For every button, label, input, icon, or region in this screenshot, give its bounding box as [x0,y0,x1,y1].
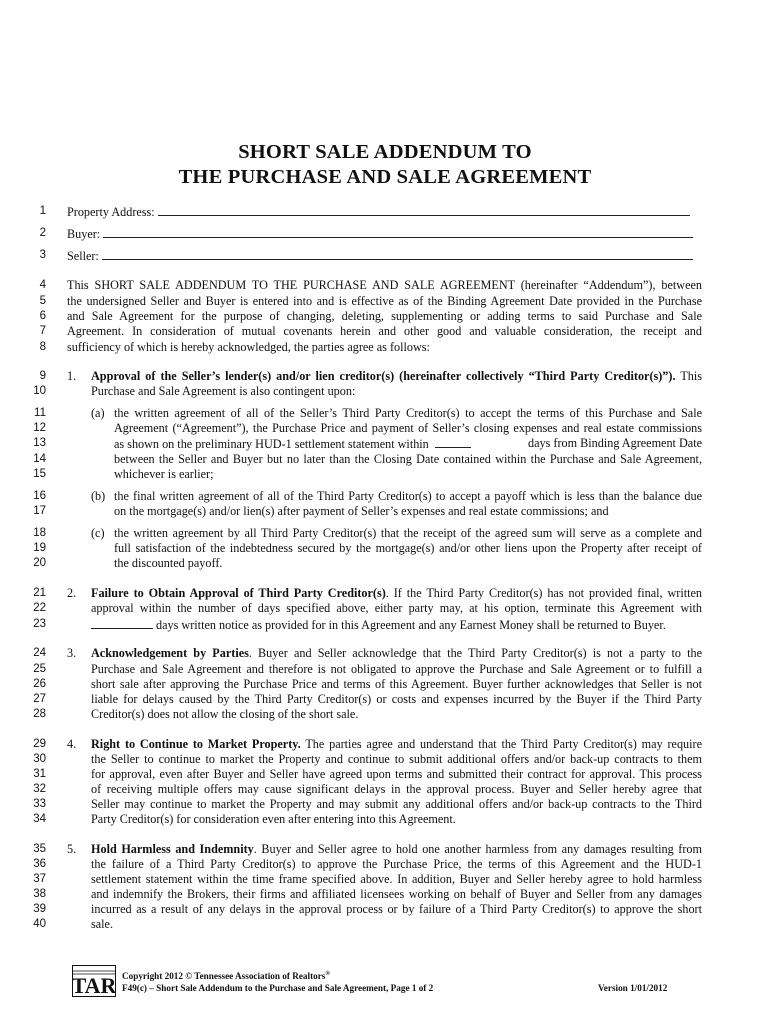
item-a-line: between the Seller and Buyer but no later than the Closing Date contained within the Purchase and Sale Agreement, [114,452,702,466]
document-title-line1: SHORT SALE ADDENDUM TO [238,141,532,163]
seller-field[interactable] [102,248,693,260]
line-number: 38 [33,888,46,900]
intro-line: and Sale Agreement for the purpose of changing, deleting, supplementing or adding terms to said Purchase and Sale [67,309,702,323]
section-3-text: . Buyer and Seller acknowledge that the Third Party Creditor(s) is not a party to the [248,646,702,660]
line-number: 39 [33,903,46,915]
section-4-text: The parties agree and understand that the Third Party Creditor(s) may require [300,737,702,751]
section-4-line [91,737,702,751]
section-2-text: days written notice as provided for in this Agreement and any Earnest Money shall be returned to Buyer. [153,618,666,632]
item-a-line [114,436,702,451]
section-number: 4. [67,737,77,751]
buyer-label: Buyer: [67,227,101,241]
section-1-line [91,369,702,383]
line-number: 6 [39,310,46,322]
line-number: 27 [33,693,46,705]
section-4-line: Seller may continue to market the Property and may submit any additional offers and/or back-up contracts to the Third [91,797,702,811]
line-number: 35 [33,843,46,855]
section-5-line [91,842,702,856]
line-number: 15 [33,468,46,480]
section-4-heading: Right to Continue to Market Property. [91,737,301,751]
item-a-text: as shown on the preliminary HUD-1 settlement statement within [114,437,429,451]
section-5-text: . Buyer and Seller agree to hold one another harmless from any damages resulting from [253,842,702,856]
line-number: 36 [33,858,46,870]
document-title-line2: THE PURCHASE AND SALE AGREEMENT [178,166,592,188]
section-3-line [91,646,702,660]
line-number: 29 [33,738,46,750]
property-address-field[interactable] [158,204,690,216]
line-number: 20 [33,557,46,569]
section-4-line: of receiving multiple offers may cause significant delays in the approval process. Buyer and Seller hereby agree that [91,782,702,796]
section-2-line [91,586,702,600]
footer-copyright [122,968,330,982]
line-number: 17 [33,505,46,517]
line-number: 11 [34,407,46,419]
notice-days-field[interactable] [91,617,153,629]
property-address-row [67,204,690,219]
section-number: 2. [67,586,77,600]
days-field[interactable] [435,436,471,448]
item-c-line: the discounted payoff. [114,556,223,570]
section-5-line: the failure of a Third Party Creditor(s) to approve the Purchase Price, the terms of this Agreement and the HUD-1 [91,857,702,871]
section-4-line: the Seller to continue to market the Property and continue to submit additional offers and/or back-up contracts to them [91,752,702,766]
logo-text: TAR [72,973,116,997]
line-number: 9 [39,370,46,382]
item-c-line: full satisfaction of the indebtedness secured by the mortgage(s) and/or other liens upon the Property after receipt of [114,541,702,555]
line-number: 32 [33,783,46,795]
item-a-text: days from Binding Agreement Date [528,436,702,450]
section-2-line [91,617,666,632]
registered-mark: ® [325,971,330,977]
section-number: 5. [67,842,77,856]
line-number: 37 [33,873,46,885]
line-number: 28 [33,708,46,720]
line-number: 26 [33,678,46,690]
line-number: 31 [33,768,46,780]
section-5-line: and indemnify the Brokers, their firms and affiliated licensees working on behalf of Buyer and Seller from any damages [91,887,702,901]
section-5-heading: Hold Harmless and Indemnity [91,842,254,856]
line-number: 7 [39,325,46,337]
line-number: 23 [33,618,46,630]
line-number: 1 [39,205,46,217]
copyright-text: Copyright 2012 © Tennessee Association of Realtors [122,971,326,982]
item-b-line: the final written agreement of all of the Third Party Creditor(s) to accept a payoff which is less than the balance due [114,489,702,503]
line-number: 34 [33,813,46,825]
intro-line: sufficiency of which is hereby acknowledged, the parties agree as follows: [67,340,430,354]
item-a-line: whichever is earlier; [114,467,214,481]
footer-version: Version 1/01/2012 [598,983,668,993]
section-number: 3. [67,646,77,660]
section-3-line: Purchase and Sale Agreement and therefore is not obligated to approve the Purchase and Sale Agreement or to fulfill a [91,662,702,676]
line-number: 12 [33,422,46,434]
line-number: 5 [39,295,46,307]
item-a-label: (a) [91,406,105,420]
item-a-line: Agreement (“Agreement”), the Purchase Price and payment of Seller’s closing expenses and real estate commissions [114,421,702,435]
line-number: 25 [33,663,46,675]
item-a-line: the written agreement of all of the Seller’s Third Party Creditor(s) to accept the terms of this Purchase and Sale [114,406,702,420]
section-number: 1. [67,369,77,383]
seller-label: Seller: [67,249,99,263]
section-4-line: for approval, even after Buyer and Seller have agreed upon terms and submitted their contract for approval. This process [91,767,702,781]
line-number: 14 [33,453,46,465]
line-number: 21 [33,587,46,599]
section-3-line: Creditor(s) does not allow the closing of the short sale. [91,707,359,721]
tar-logo-icon [72,965,116,997]
item-c-label: (c) [91,526,105,540]
line-number: 16 [33,490,46,502]
intro-line: This SHORT SALE ADDENDUM TO THE PURCHASE AND SALE AGREEMENT (hereinafter “Addendum”), between [67,278,702,292]
line-number: 18 [33,527,46,539]
seller-row [67,248,693,263]
buyer-row [67,226,693,241]
section-2-text: . If the Third Party Creditor(s) has not provided final, written [385,586,703,600]
line-number: 33 [33,798,46,810]
section-2-line: approval within the number of days specified above, either party may, at his option, terminate this Agreement with [91,601,702,615]
line-number: 4 [39,279,46,291]
section-3-line: liable for delays caused by the Third Party Creditor(s) or costs and expenses incurred by the Buyer if the Third Party [91,692,702,706]
line-number: 10 [33,385,46,397]
line-number: 24 [33,647,46,659]
item-c-line: the written agreement by all Third Party Creditor(s) that the receipt of the agreed sum will serve as a complete and [114,526,702,540]
footer-form-line: F49(c) – Short Sale Addendum to the Purchase and Sale Agreement, Page 1 of 2 [122,983,434,993]
section-1-line: Purchase and Sale Agreement is also contingent upon: [91,384,356,398]
section-5-line: settlement statement within the time frame specified above. In addition, Buyer and Seller hereby agree to hold harmless [91,872,702,886]
intro-line: Agreement. In consideration of mutual covenants herein and other good and valuable consideration, the receipt and [67,324,702,338]
section-3-line: short sale after approving the Purchase Price and terms of this Agreement. Buyer further acknowledges that Seller is not [91,677,702,691]
item-b-line: on the mortgage(s) and/or lien(s) after payment of Seller’s expenses and real estate commissions; and [114,504,609,518]
section-1-text: This [675,369,702,383]
section-5-line: sale. [91,917,113,931]
property-address-label: Property Address: [67,205,155,219]
item-b-label: (b) [91,489,106,503]
line-number: 19 [33,542,46,554]
section-5-line: incurred as a result of any delays in the approval process or by failure of a Third Party Creditor(s) to approve the short [91,902,702,916]
line-number: 30 [33,753,46,765]
line-number: 13 [33,437,46,449]
buyer-field[interactable] [103,226,693,238]
line-number: 22 [33,602,46,614]
section-3-heading: Acknowledgement by Parties [91,646,249,660]
line-number: 8 [39,341,46,353]
section-2-heading: Failure to Obtain Approval of Third Party Creditor(s) [91,586,386,600]
line-number: 2 [39,227,46,239]
section-4-line: Party Creditor(s) for consideration even after entering into this Agreement. [91,812,456,826]
section-1-heading: Approval of the Seller’s lender(s) and/or lien creditor(s) (hereinafter collectively “Third Party Creditor(s)”). [91,369,676,383]
line-number: 3 [39,249,46,261]
line-number: 40 [33,918,46,930]
intro-line: the undersigned Seller and Buyer is entered into and is effective as of the Binding Agreement Date provided in the Purchase [67,294,702,308]
